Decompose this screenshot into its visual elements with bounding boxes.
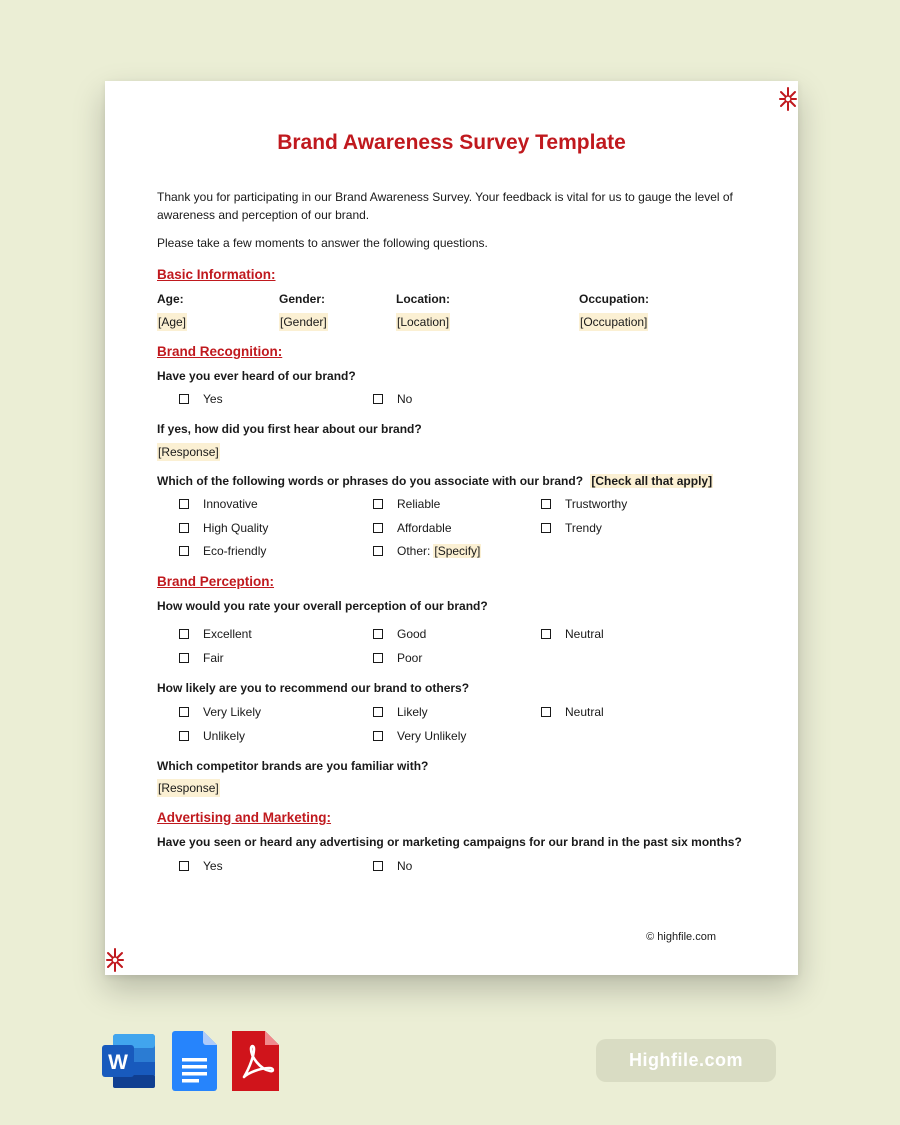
label-occupation: Occupation: bbox=[579, 292, 650, 306]
question-first-hear: If yes, how did you first hear about our brand? bbox=[157, 422, 422, 436]
checkbox[interactable] bbox=[373, 546, 383, 556]
option-high-quality[interactable]: High Quality bbox=[179, 521, 268, 535]
option-no[interactable]: No bbox=[373, 392, 412, 406]
option-very-likely[interactable]: Very Likely bbox=[179, 705, 261, 719]
option-likely[interactable]: Likely bbox=[373, 705, 428, 719]
option-no[interactable]: No bbox=[373, 859, 412, 873]
option-excellent[interactable]: Excellent bbox=[179, 627, 252, 641]
survey-document bbox=[105, 81, 798, 975]
checkbox[interactable] bbox=[179, 731, 189, 741]
option-affordable[interactable]: Affordable bbox=[373, 521, 452, 535]
heading-basic-information: Basic Information: bbox=[157, 267, 276, 282]
word-icon[interactable] bbox=[101, 1032, 157, 1090]
question-heard-brand: Have you ever heard of our brand? bbox=[157, 369, 356, 383]
question-competitor-brands: Which competitor brands are you familiar with? bbox=[157, 759, 429, 773]
checkbox[interactable] bbox=[179, 499, 189, 509]
copyright: © highfile.com bbox=[646, 931, 716, 943]
checkbox[interactable] bbox=[373, 653, 383, 663]
intro-instruction: Please take a few moments to answer the following questions. bbox=[157, 236, 488, 250]
question-associate-words: Which of the following words or phrases do you associate with our brand? [Check all that apply] bbox=[157, 474, 713, 488]
gender-field[interactable]: [Gender] bbox=[280, 315, 327, 329]
checkbox[interactable] bbox=[541, 523, 551, 533]
checkbox[interactable] bbox=[373, 861, 383, 871]
occupation-field[interactable]: [Occupation] bbox=[580, 315, 648, 329]
label-age: Age: bbox=[157, 292, 184, 306]
checkbox[interactable] bbox=[179, 629, 189, 639]
question-overall-perception: How would you rate your overall perception of our brand? bbox=[157, 599, 488, 613]
option-good[interactable]: Good bbox=[373, 627, 426, 641]
pdf-icon[interactable] bbox=[232, 1031, 279, 1091]
heading-brand-recognition: Brand Recognition: bbox=[157, 344, 283, 359]
option-reliable[interactable]: Reliable bbox=[373, 497, 440, 511]
check-all-hint: [Check all that apply] bbox=[591, 474, 713, 488]
checkbox[interactable] bbox=[179, 707, 189, 717]
option-neutral[interactable]: Neutral bbox=[541, 705, 604, 719]
checkbox[interactable] bbox=[541, 707, 551, 717]
location-field[interactable]: [Location] bbox=[397, 315, 450, 329]
option-other[interactable]: Other: [Specify] bbox=[373, 544, 481, 558]
intro-paragraph: Thank you for participating in our Brand Awareness Survey. Your feedback is vital for us to gauge the level of awareness and perception of our brand. bbox=[157, 190, 733, 222]
checkbox[interactable] bbox=[179, 861, 189, 871]
label-location: Location: bbox=[396, 292, 450, 306]
option-neutral[interactable]: Neutral bbox=[541, 627, 604, 641]
option-trendy[interactable]: Trendy bbox=[541, 521, 602, 535]
checkbox[interactable] bbox=[179, 394, 189, 404]
checkbox[interactable] bbox=[373, 499, 383, 509]
option-fair[interactable]: Fair bbox=[179, 651, 224, 665]
checkbox[interactable] bbox=[541, 499, 551, 509]
option-poor[interactable]: Poor bbox=[373, 651, 422, 665]
checkbox[interactable] bbox=[541, 629, 551, 639]
checkbox[interactable] bbox=[179, 523, 189, 533]
checkbox[interactable] bbox=[373, 707, 383, 717]
checkbox[interactable] bbox=[373, 523, 383, 533]
heading-brand-perception: Brand Perception: bbox=[157, 574, 275, 589]
question-seen-advertising: Have you seen or heard any advertising or marketing campaigns for our brand in the past six months? bbox=[157, 835, 742, 849]
google-docs-icon[interactable] bbox=[172, 1031, 217, 1091]
checkbox[interactable] bbox=[373, 394, 383, 404]
specify-field[interactable]: [Specify] bbox=[434, 544, 481, 558]
checkbox[interactable] bbox=[373, 629, 383, 639]
page-title: Brand Awareness Survey Template bbox=[277, 131, 626, 154]
age-field[interactable]: [Age] bbox=[158, 315, 187, 329]
response-field[interactable]: [Response] bbox=[158, 781, 219, 795]
option-innovative[interactable]: Innovative bbox=[179, 497, 258, 511]
corner-star-icon bbox=[105, 945, 125, 975]
heading-advertising-marketing: Advertising and Marketing: bbox=[157, 810, 332, 825]
svg-text:W: W bbox=[108, 1051, 128, 1074]
option-yes[interactable]: Yes bbox=[179, 859, 223, 873]
option-very-unlikely[interactable]: Very Unlikely bbox=[373, 729, 466, 743]
option-unlikely[interactable]: Unlikely bbox=[179, 729, 245, 743]
question-recommend: How likely are you to recommend our brand to others? bbox=[157, 681, 470, 695]
response-field[interactable]: [Response] bbox=[158, 445, 219, 459]
option-yes[interactable]: Yes bbox=[179, 392, 223, 406]
checkbox[interactable] bbox=[179, 653, 189, 663]
checkbox[interactable] bbox=[179, 546, 189, 556]
label-gender: Gender: bbox=[279, 292, 326, 306]
highfile-badge[interactable]: Highfile.com bbox=[596, 1039, 776, 1082]
checkbox[interactable] bbox=[373, 731, 383, 741]
option-eco-friendly[interactable]: Eco-friendly bbox=[179, 544, 266, 558]
option-trustworthy[interactable]: Trustworthy bbox=[541, 497, 627, 511]
corner-star-icon bbox=[778, 84, 798, 114]
